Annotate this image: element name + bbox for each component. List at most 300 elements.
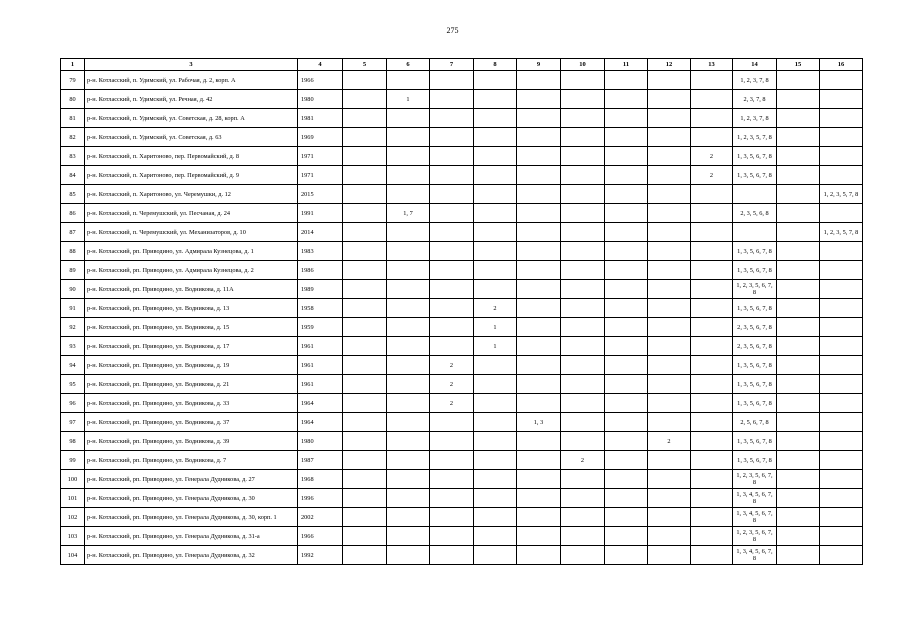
cell-col-15: [777, 147, 820, 166]
cell-col-9: [517, 223, 561, 242]
cell-col-9: [517, 185, 561, 204]
cell-col-8: [474, 147, 517, 166]
cell-col-12: [648, 147, 691, 166]
cell-col-1: 92: [61, 318, 85, 337]
cell-col-16: [820, 318, 863, 337]
table-row: [61, 508, 863, 527]
cell-col-8: [474, 109, 517, 128]
cell-col-15: [777, 166, 820, 185]
cell-col-3: р-н. Котласский, рп. Приводино, ул. Генерала Дудникова, д. 32: [85, 546, 298, 565]
cell-col-7: [430, 508, 474, 527]
cell-col-11: [605, 90, 648, 109]
cell-col-4: 1971: [298, 166, 343, 185]
cell-col-1: 82: [61, 128, 85, 147]
cell-col-4: 1986: [298, 261, 343, 280]
cell-col-6: [387, 318, 430, 337]
cell-col-8: [474, 451, 517, 470]
cell-col-5: [343, 223, 387, 242]
cell-col-3: р-н. Котласский, п. Харитоново, пер. Первомайский, д. 9: [85, 166, 298, 185]
cell-col-8: [474, 527, 517, 546]
cell-col-11: [605, 356, 648, 375]
table-row: [61, 71, 863, 90]
column-header-3: 3: [85, 59, 298, 71]
cell-col-4: 2014: [298, 223, 343, 242]
cell-col-13: [691, 261, 733, 280]
cell-col-16: [820, 261, 863, 280]
cell-col-6: [387, 489, 430, 508]
cell-col-13: [691, 109, 733, 128]
cell-col-3: р-н. Котласский, п. Удимский, ул. Советская, д. 63: [85, 128, 298, 147]
cell-col-10: 2: [561, 451, 605, 470]
cell-col-14: 1, 3, 4, 5, 6, 7, 8: [733, 546, 777, 565]
cell-col-10: [561, 337, 605, 356]
cell-col-11: [605, 185, 648, 204]
cell-col-11: [605, 318, 648, 337]
cell-col-6: [387, 242, 430, 261]
cell-col-1: 86: [61, 204, 85, 223]
cell-col-13: [691, 375, 733, 394]
cell-col-15: [777, 546, 820, 565]
cell-col-4: 1966: [298, 527, 343, 546]
cell-col-16: [820, 508, 863, 527]
cell-col-6: [387, 128, 430, 147]
cell-col-9: [517, 242, 561, 261]
cell-col-6: [387, 261, 430, 280]
cell-col-4: 1961: [298, 356, 343, 375]
cell-col-8: [474, 90, 517, 109]
cell-col-8: 2: [474, 299, 517, 318]
cell-col-3: р-н. Котласский, рп. Приводино, ул. Адмирала Кузнецова, д. 2: [85, 261, 298, 280]
cell-col-10: [561, 166, 605, 185]
cell-col-14: 1, 3, 5, 6, 7, 8: [733, 242, 777, 261]
cell-col-12: [648, 261, 691, 280]
cell-col-9: [517, 147, 561, 166]
cell-col-8: [474, 432, 517, 451]
cell-col-9: [517, 508, 561, 527]
cell-col-6: [387, 147, 430, 166]
cell-col-10: [561, 223, 605, 242]
cell-col-4: 1971: [298, 147, 343, 166]
cell-col-15: [777, 413, 820, 432]
cell-col-12: [648, 451, 691, 470]
cell-col-1: 100: [61, 470, 85, 489]
cell-col-8: [474, 242, 517, 261]
cell-col-16: [820, 375, 863, 394]
cell-col-13: [691, 337, 733, 356]
table-row: [61, 413, 863, 432]
cell-col-15: [777, 280, 820, 299]
cell-col-4: 1964: [298, 394, 343, 413]
cell-col-15: [777, 223, 820, 242]
cell-col-5: [343, 71, 387, 90]
cell-col-7: [430, 299, 474, 318]
cell-col-3: р-н. Котласский, рп. Приводино, ул. Водникова, д. 39: [85, 432, 298, 451]
cell-col-1: 85: [61, 185, 85, 204]
cell-col-11: [605, 109, 648, 128]
cell-col-5: [343, 318, 387, 337]
cell-col-5: [343, 394, 387, 413]
cell-col-4: 1992: [298, 546, 343, 565]
cell-col-8: [474, 166, 517, 185]
table-row: [61, 185, 863, 204]
cell-col-10: [561, 527, 605, 546]
cell-col-3: р-н. Котласский, п. Удимский, ул. Речная, д. 42: [85, 90, 298, 109]
cell-col-5: [343, 375, 387, 394]
cell-col-15: [777, 128, 820, 147]
cell-col-4: 1961: [298, 375, 343, 394]
cell-col-16: [820, 299, 863, 318]
cell-col-13: [691, 489, 733, 508]
cell-col-10: [561, 508, 605, 527]
cell-col-6: 1: [387, 90, 430, 109]
column-header-11: 11: [605, 59, 648, 71]
cell-col-7: [430, 185, 474, 204]
cell-col-15: [777, 375, 820, 394]
cell-col-15: [777, 337, 820, 356]
cell-col-4: 1987: [298, 451, 343, 470]
cell-col-11: [605, 451, 648, 470]
cell-col-8: [474, 280, 517, 299]
cell-col-10: [561, 242, 605, 261]
cell-col-6: [387, 166, 430, 185]
cell-col-12: 2: [648, 432, 691, 451]
cell-col-13: [691, 356, 733, 375]
cell-col-14: 1, 2, 3, 5, 6, 7, 8: [733, 527, 777, 546]
cell-col-11: [605, 527, 648, 546]
cell-col-13: [691, 90, 733, 109]
cell-col-4: 1989: [298, 280, 343, 299]
cell-col-16: [820, 546, 863, 565]
cell-col-15: [777, 318, 820, 337]
cell-col-3: р-н. Котласский, рп. Приводино, ул. Водникова, д. 37: [85, 413, 298, 432]
cell-col-14: [733, 223, 777, 242]
cell-col-9: [517, 204, 561, 223]
cell-col-13: [691, 204, 733, 223]
cell-col-11: [605, 71, 648, 90]
cell-col-11: [605, 147, 648, 166]
cell-col-7: 2: [430, 375, 474, 394]
cell-col-7: [430, 527, 474, 546]
cell-col-8: [474, 489, 517, 508]
cell-col-14: 1, 2, 3, 5, 6, 7, 8: [733, 470, 777, 489]
cell-col-1: 95: [61, 375, 85, 394]
cell-col-1: 101: [61, 489, 85, 508]
cell-col-6: [387, 280, 430, 299]
cell-col-1: 87: [61, 223, 85, 242]
cell-col-13: 2: [691, 166, 733, 185]
cell-col-15: [777, 71, 820, 90]
cell-col-10: [561, 261, 605, 280]
cell-col-5: [343, 185, 387, 204]
cell-col-6: [387, 432, 430, 451]
cell-col-10: [561, 147, 605, 166]
table-row: [61, 375, 863, 394]
cell-col-5: [343, 299, 387, 318]
cell-col-4: 1966: [298, 71, 343, 90]
cell-col-7: [430, 413, 474, 432]
cell-col-1: 93: [61, 337, 85, 356]
cell-col-5: [343, 147, 387, 166]
cell-col-14: 1, 3, 5, 6, 7, 8: [733, 451, 777, 470]
cell-col-6: [387, 451, 430, 470]
cell-col-1: 83: [61, 147, 85, 166]
cell-col-13: [691, 394, 733, 413]
cell-col-10: [561, 375, 605, 394]
cell-col-12: [648, 90, 691, 109]
cell-col-15: [777, 261, 820, 280]
cell-col-14: 1, 3, 5, 6, 7, 8: [733, 375, 777, 394]
cell-col-9: [517, 432, 561, 451]
cell-col-15: [777, 432, 820, 451]
table-row: [61, 337, 863, 356]
column-header-14: 14: [733, 59, 777, 71]
cell-col-1: 91: [61, 299, 85, 318]
cell-col-4: 1961: [298, 337, 343, 356]
table-row: [61, 546, 863, 565]
cell-col-1: 98: [61, 432, 85, 451]
cell-col-10: [561, 489, 605, 508]
cell-col-16: [820, 71, 863, 90]
table-row: [61, 451, 863, 470]
column-header-6: 6: [387, 59, 430, 71]
cell-col-5: [343, 280, 387, 299]
cell-col-1: 103: [61, 527, 85, 546]
cell-col-10: [561, 185, 605, 204]
cell-col-12: [648, 71, 691, 90]
cell-col-11: [605, 546, 648, 565]
cell-col-3: р-н. Котласский, рп. Приводино, ул. Генерала Дудникова, д. 27: [85, 470, 298, 489]
cell-col-9: [517, 375, 561, 394]
cell-col-14: 1, 2, 3, 7, 8: [733, 109, 777, 128]
cell-col-16: [820, 356, 863, 375]
cell-col-5: [343, 166, 387, 185]
cell-col-12: [648, 508, 691, 527]
cell-col-8: [474, 204, 517, 223]
cell-col-5: [343, 90, 387, 109]
cell-col-9: [517, 299, 561, 318]
cell-col-16: [820, 204, 863, 223]
cell-col-11: [605, 470, 648, 489]
cell-col-12: [648, 546, 691, 565]
cell-col-6: [387, 413, 430, 432]
column-header-4: 4: [298, 59, 343, 71]
cell-col-3: р-н. Котласский, п. Удимский, ул. Советская, д. 28, корп. А: [85, 109, 298, 128]
cell-col-8: [474, 394, 517, 413]
cell-col-9: [517, 90, 561, 109]
cell-col-1: 102: [61, 508, 85, 527]
cell-col-6: [387, 337, 430, 356]
cell-col-13: [691, 185, 733, 204]
cell-col-15: [777, 508, 820, 527]
cell-col-12: [648, 318, 691, 337]
cell-col-14: 1, 3, 5, 6, 7, 8: [733, 356, 777, 375]
cell-col-5: [343, 356, 387, 375]
column-header-10: 10: [561, 59, 605, 71]
cell-col-1: 104: [61, 546, 85, 565]
cell-col-8: [474, 356, 517, 375]
cell-col-3: р-н. Котласский, рп. Приводино, ул. Водникова, д. 19: [85, 356, 298, 375]
cell-col-5: [343, 242, 387, 261]
cell-col-12: [648, 299, 691, 318]
cell-col-10: [561, 128, 605, 147]
cell-col-5: [343, 546, 387, 565]
cell-col-16: [820, 527, 863, 546]
cell-col-8: [474, 546, 517, 565]
cell-col-11: [605, 223, 648, 242]
cell-col-3: р-н. Котласский, п. Удимский, ул. Рабочая, д. 2, корп. А: [85, 71, 298, 90]
cell-col-16: [820, 166, 863, 185]
column-header-5: 5: [343, 59, 387, 71]
cell-col-5: [343, 489, 387, 508]
cell-col-13: [691, 470, 733, 489]
cell-col-8: [474, 508, 517, 527]
cell-col-10: [561, 318, 605, 337]
cell-col-14: 1, 3, 5, 6, 7, 8: [733, 432, 777, 451]
cell-col-7: [430, 337, 474, 356]
cell-col-13: [691, 451, 733, 470]
cell-col-7: [430, 261, 474, 280]
cell-col-7: [430, 318, 474, 337]
cell-col-7: [430, 90, 474, 109]
cell-col-14: 1, 3, 5, 6, 7, 8: [733, 147, 777, 166]
cell-col-15: [777, 204, 820, 223]
cell-col-5: [343, 508, 387, 527]
cell-col-3: р-н. Котласский, рп. Приводино, ул. Водникова, д. 13: [85, 299, 298, 318]
cell-col-1: 80: [61, 90, 85, 109]
cell-col-4: 1959: [298, 318, 343, 337]
cell-col-8: [474, 375, 517, 394]
cell-col-14: 1, 3, 5, 6, 7, 8: [733, 166, 777, 185]
cell-col-12: [648, 356, 691, 375]
cell-col-1: 99: [61, 451, 85, 470]
cell-col-10: [561, 394, 605, 413]
cell-col-12: [648, 242, 691, 261]
cell-col-11: [605, 489, 648, 508]
cell-col-14: 1, 3, 4, 5, 6, 7, 8: [733, 489, 777, 508]
cell-col-8: [474, 413, 517, 432]
cell-col-5: [343, 261, 387, 280]
table-row: [61, 223, 863, 242]
cell-col-8: [474, 261, 517, 280]
cell-col-5: [343, 527, 387, 546]
cell-col-3: р-н. Котласский, п. Харитоново, пер. Первомайский, д. 8: [85, 147, 298, 166]
table-row: [61, 128, 863, 147]
cell-col-12: [648, 166, 691, 185]
cell-col-12: [648, 470, 691, 489]
cell-col-16: [820, 413, 863, 432]
cell-col-8: [474, 71, 517, 90]
cell-col-4: 2002: [298, 508, 343, 527]
cell-col-11: [605, 204, 648, 223]
cell-col-5: [343, 128, 387, 147]
cell-col-7: [430, 470, 474, 489]
column-header-1: 1: [61, 59, 85, 71]
cell-col-14: 2, 3, 7, 8: [733, 90, 777, 109]
cell-col-13: [691, 546, 733, 565]
cell-col-10: [561, 280, 605, 299]
cell-col-3: р-н. Котласский, рп. Приводино, ул. Водникова, д. 17: [85, 337, 298, 356]
cell-col-16: [820, 147, 863, 166]
cell-col-9: [517, 489, 561, 508]
cell-col-11: [605, 280, 648, 299]
cell-col-3: р-н. Котласский, рп. Приводино, ул. Водникова, д. 21: [85, 375, 298, 394]
cell-col-6: [387, 299, 430, 318]
cell-col-15: [777, 489, 820, 508]
cell-col-10: [561, 432, 605, 451]
cell-col-12: [648, 223, 691, 242]
table-row: [61, 90, 863, 109]
cell-col-12: [648, 394, 691, 413]
cell-col-11: [605, 261, 648, 280]
cell-col-4: 1958: [298, 299, 343, 318]
cell-col-3: р-н. Котласский, рп. Приводино, ул. Генерала Дудникова, д. 31-а: [85, 527, 298, 546]
cell-col-13: [691, 223, 733, 242]
cell-col-9: [517, 546, 561, 565]
cell-col-3: р-н. Котласский, п. Харитоново, ул. Черемушки, д. 12: [85, 185, 298, 204]
cell-col-7: [430, 204, 474, 223]
cell-col-5: [343, 337, 387, 356]
cell-col-12: [648, 204, 691, 223]
cell-col-13: [691, 71, 733, 90]
cell-col-16: [820, 432, 863, 451]
cell-col-16: [820, 90, 863, 109]
cell-col-15: [777, 242, 820, 261]
cell-col-12: [648, 489, 691, 508]
cell-col-7: 2: [430, 394, 474, 413]
cell-col-3: р-н. Котласский, рп. Приводино, ул. Водникова, д. 11А: [85, 280, 298, 299]
cell-col-14: 2, 3, 5, 6, 7, 8: [733, 337, 777, 356]
cell-col-4: 1968: [298, 470, 343, 489]
cell-col-7: [430, 242, 474, 261]
cell-col-10: [561, 299, 605, 318]
cell-col-7: [430, 546, 474, 565]
cell-col-13: [691, 280, 733, 299]
column-header-13: 13: [691, 59, 733, 71]
cell-col-13: [691, 508, 733, 527]
cell-col-8: [474, 470, 517, 489]
cell-col-12: [648, 337, 691, 356]
column-header-9: 9: [517, 59, 561, 71]
cell-col-3: р-н. Котласский, рп. Приводино, ул. Генерала Дудникова, д. 30: [85, 489, 298, 508]
cell-col-9: [517, 109, 561, 128]
cell-col-8: [474, 185, 517, 204]
cell-col-11: [605, 337, 648, 356]
cell-col-13: [691, 128, 733, 147]
cell-col-7: [430, 128, 474, 147]
cell-col-3: р-н. Котласский, рп. Приводино, ул. Водникова, д. 15: [85, 318, 298, 337]
cell-col-13: 2: [691, 147, 733, 166]
column-header-8: 8: [474, 59, 517, 71]
cell-col-13: [691, 299, 733, 318]
table-row: [61, 394, 863, 413]
cell-col-9: [517, 356, 561, 375]
cell-col-6: [387, 375, 430, 394]
cell-col-4: 1980: [298, 90, 343, 109]
cell-col-5: [343, 413, 387, 432]
cell-col-12: [648, 185, 691, 204]
cell-col-4: 1980: [298, 432, 343, 451]
cell-col-10: [561, 71, 605, 90]
cell-col-14: 2, 3, 5, 6, 7, 8: [733, 318, 777, 337]
cell-col-3: р-н. Котласский, п. Черемушский, ул. Механизаторов, д. 10: [85, 223, 298, 242]
cell-col-9: [517, 337, 561, 356]
cell-col-7: [430, 280, 474, 299]
cell-col-4: 1964: [298, 413, 343, 432]
cell-col-9: 1, 3: [517, 413, 561, 432]
cell-col-8: [474, 223, 517, 242]
cell-col-12: [648, 128, 691, 147]
cell-col-15: [777, 185, 820, 204]
